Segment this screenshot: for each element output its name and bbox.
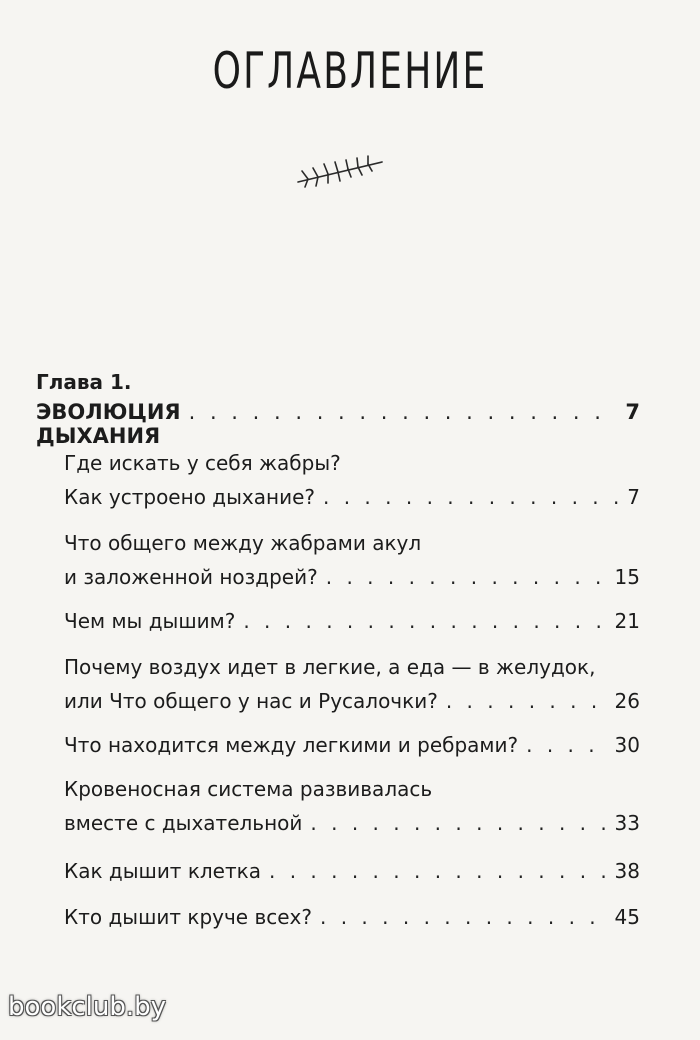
- entry-page-number: 30: [614, 733, 640, 757]
- entry-text: Где искать у себя жабры?: [64, 451, 341, 475]
- dot-leader: [243, 604, 606, 638]
- entry-page-number: 33: [614, 811, 640, 835]
- dot-leader: [269, 854, 607, 888]
- entry-text: Что находится между легкими и ребрами?: [64, 733, 519, 757]
- entry-text: Как дышит клетка: [64, 859, 261, 883]
- chapter-title-row[interactable]: [36, 400, 640, 448]
- entry-page-number: 21: [614, 609, 640, 633]
- toc-entry[interactable]: [64, 900, 640, 934]
- dot-leader: [323, 480, 619, 514]
- entry-text: Кровеносная система развивалась: [64, 777, 433, 801]
- entry-page-number: 45: [614, 905, 640, 929]
- dot-leader: [320, 900, 607, 934]
- entry-page-number: 15: [614, 565, 640, 589]
- fern-branch-icon: [292, 152, 388, 192]
- entry-text: Что общего между жабрами акул: [64, 531, 422, 555]
- dot-leader: [446, 684, 607, 718]
- entry-text: или Что общего у нас и Русалочки?: [64, 689, 438, 713]
- entry-text: вместе с дыхательной: [64, 811, 303, 835]
- entry-text: Чем мы дышим?: [64, 609, 236, 633]
- toc-entry[interactable]: [64, 854, 640, 888]
- toc-entry[interactable]: [64, 526, 640, 594]
- page-title: ОГЛАВЛЕНИЕ: [212, 42, 488, 100]
- entry-text: Кто дышит круче всех?: [64, 905, 312, 929]
- entry-page-number: 26: [614, 689, 640, 713]
- chapter-number: Глава 1.: [36, 370, 132, 394]
- entry-page-number: 7: [627, 485, 640, 509]
- entry-text: Почему воздух идет в легкие, а еда — в желудок,: [64, 655, 596, 679]
- toc-entry[interactable]: [64, 604, 640, 638]
- toc-entry[interactable]: [64, 650, 640, 718]
- dot-leader: [526, 728, 606, 762]
- toc-entry[interactable]: [64, 772, 640, 840]
- chapter-page-number: 7: [625, 400, 640, 424]
- dot-leader: [310, 806, 606, 840]
- watermark: bookclub.by: [8, 992, 167, 1022]
- dot-leader: [189, 400, 618, 424]
- dot-leader: [326, 560, 607, 594]
- entry-text: и заложенной ноздрей?: [64, 565, 318, 589]
- entry-text: Как устроено дыхание?: [64, 485, 315, 509]
- toc-entry[interactable]: [64, 728, 640, 762]
- toc-entry[interactable]: [64, 446, 640, 480]
- chapter-title: ЭВОЛЮЦИЯ ДЫХАНИЯ: [36, 400, 181, 448]
- toc-entry[interactable]: [64, 480, 640, 514]
- entry-page-number: 38: [614, 859, 640, 883]
